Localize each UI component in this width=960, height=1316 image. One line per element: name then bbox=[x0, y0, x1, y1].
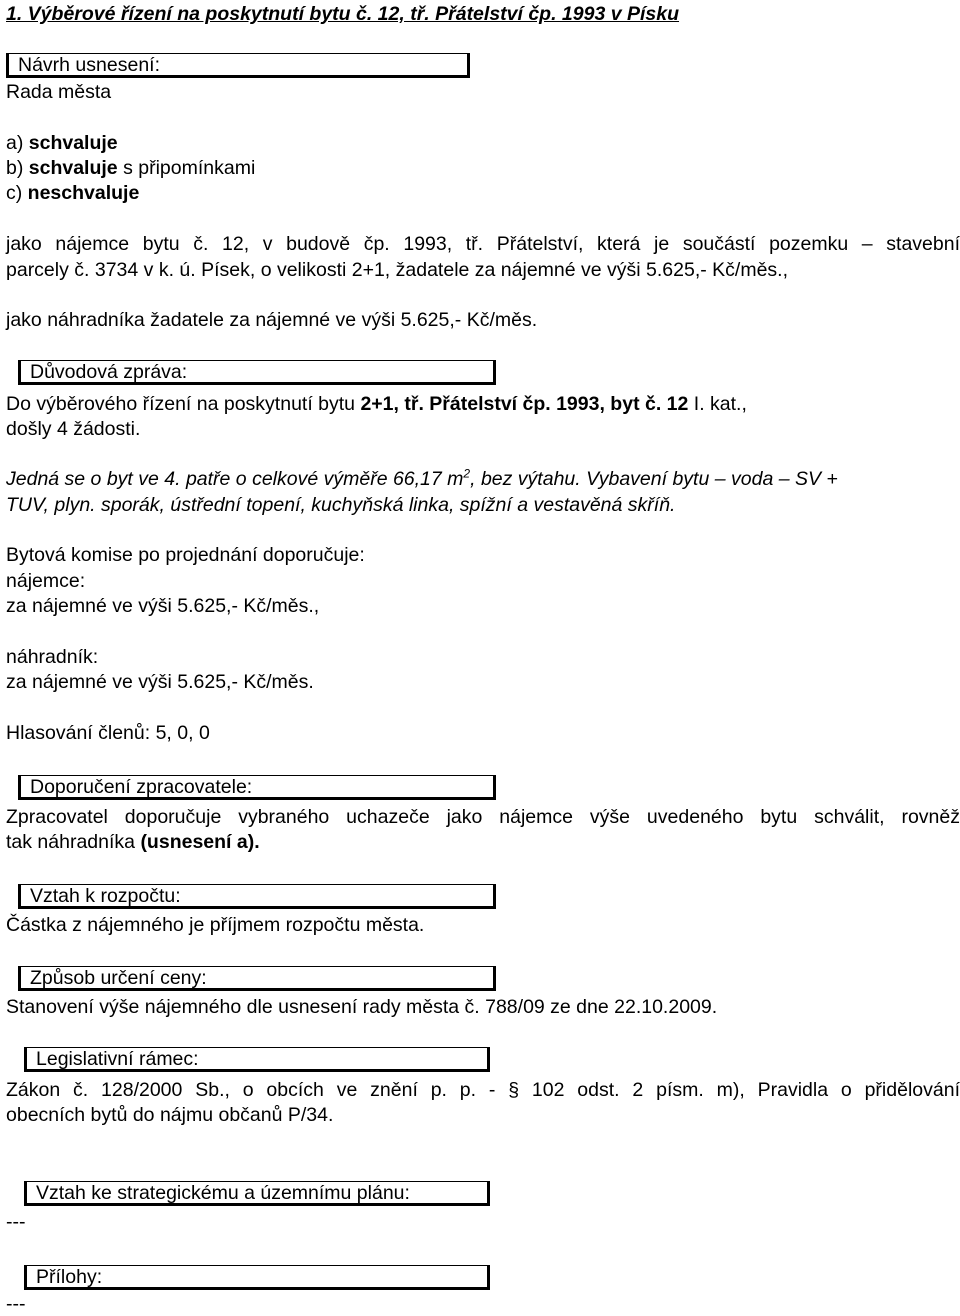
page-title: 1. Výběrové řízení na poskytnutí bytu č. 12, tř. Přátelství čp. 1993 v Písku bbox=[6, 3, 680, 25]
komise: Bytová komise po projednání doporučuje: bbox=[6, 544, 365, 566]
najemce-label: nájemce: bbox=[6, 570, 86, 592]
navrh-text-line: parcely č. 3734 v k. ú. Písek, o velikosti 2+1, žadatele za nájemné ve výši 5.625,- Kč/měs., bbox=[6, 259, 789, 281]
section-label: Přílohy: bbox=[36, 1266, 103, 1288]
section-header-legislativa bbox=[24, 1047, 490, 1072]
byt-popis: TUV, plyn. sporák, ústřední topení, kuchyňská linka, spížní a vestavěná skříň. bbox=[6, 494, 676, 516]
strategie-text: --- bbox=[6, 1211, 26, 1233]
section-label: Návrh usnesení: bbox=[18, 54, 160, 76]
duvodova-line: došly 4 žádosti. bbox=[6, 418, 141, 440]
section-header-duvodova bbox=[18, 360, 496, 385]
byt-popis: Jedná se o byt ve 4. patře o celkové výměře 66,17 $m^2$, bez výtahu. Vybavení bytu – voda – SV + bbox=[6, 466, 838, 490]
rada-mesta: Rada města bbox=[6, 81, 112, 103]
rozpocet-text: Částka z nájemného je příjmem rozpočtu města. bbox=[6, 914, 425, 936]
section-label: Doporučení zpracovatele: bbox=[30, 776, 253, 798]
legislativa-line: Zákon č. 128/2000 Sb., o obcích ve znění p. p. - § 102 odst. 2 písm. m), Pravidla o přidělování bbox=[6, 1079, 960, 1101]
ceny-text: Stanovení výše nájemného dle usnesení rady města č. 788/09 ze dne 22.10.2009. bbox=[6, 996, 718, 1018]
option-b: b) schvaluje s připomínkami bbox=[6, 157, 256, 179]
section-header-rozpocet bbox=[18, 884, 496, 909]
duvodova-line: Do výběrového řízení na poskytnutí bytu 2+1, tř. Přátelství čp. 1993, byt č. 12 I. kat., bbox=[6, 393, 747, 415]
doporuceni-line: Zpracovatel doporučuje vybraného uchazeče jako nájemce výše uvedeného bytu schválit, rovněž bbox=[6, 806, 960, 828]
section-label: Vztah ke strategickému a územnímu plánu: bbox=[36, 1182, 410, 1204]
prilohy-text: --- bbox=[6, 1293, 26, 1315]
doporuceni-line: tak náhradníka (usnesení a). bbox=[6, 831, 260, 853]
section-header-ceny bbox=[18, 966, 496, 991]
section-header-strategie bbox=[24, 1181, 490, 1206]
navrh-text-line: jako náhradníka žadatele za nájemné ve výši 5.625,- Kč/měs. bbox=[6, 309, 538, 331]
option-a: a) schvaluje bbox=[6, 132, 118, 154]
najemce-text: za nájemné ve výši 5.625,- Kč/měs., bbox=[6, 595, 320, 617]
legislativa-line: obecních bytů do nájmu občanů P/34. bbox=[6, 1104, 334, 1126]
section-label: Důvodová zpráva: bbox=[30, 361, 188, 383]
section-header-doporuceni bbox=[18, 775, 496, 800]
section-label: Způsob určení ceny: bbox=[30, 967, 207, 989]
nahradnik-text: za nájemné ve výši 5.625,- Kč/měs. bbox=[6, 671, 314, 693]
section-label: Legislativní rámec: bbox=[36, 1048, 199, 1070]
nahradnik-label: náhradník: bbox=[6, 646, 99, 668]
section-header-navrh bbox=[6, 53, 470, 78]
navrh-text-line: jako nájemce bytu č. 12, v budově čp. 1993, tř. Přátelství, která je součástí pozemku – stavební bbox=[6, 233, 960, 255]
option-c: c) neschvaluje bbox=[6, 182, 140, 204]
section-label: Vztah k rozpočtu: bbox=[30, 885, 181, 907]
section-header-prilohy bbox=[24, 1265, 490, 1290]
hlasovani: Hlasování členů: 5, 0, 0 bbox=[6, 722, 210, 744]
